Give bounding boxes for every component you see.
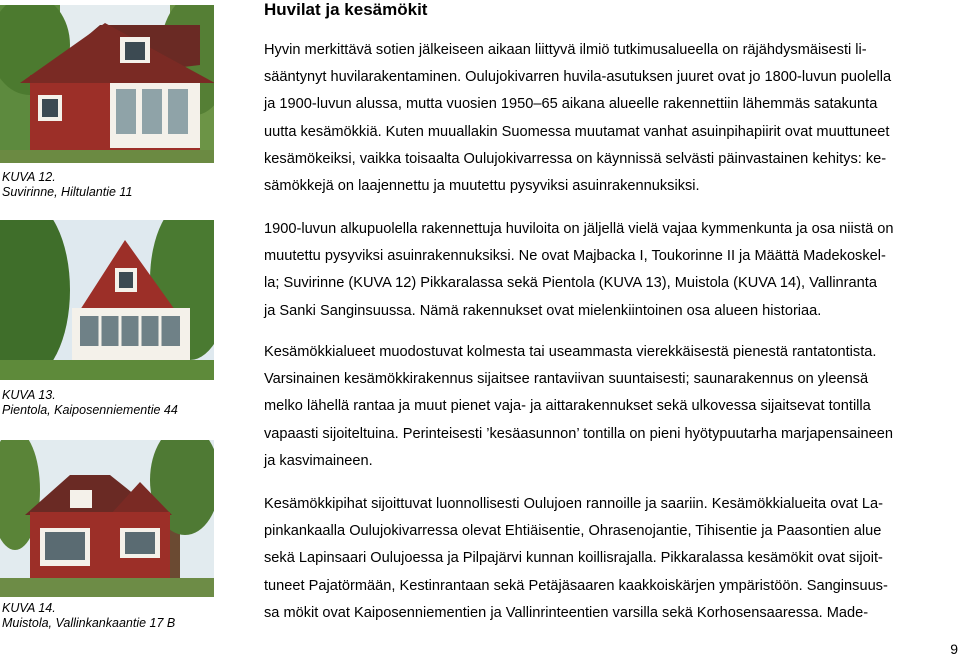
text-line: Varsinainen kesämökkirakennus sijaitsee rantaviivan suuntaisesti; saunarakennus on yleensä — [264, 371, 869, 388]
text-line: 1900-luvun alkupuolella rakennettuja huviloita on jäljellä vielä vajaa kymmenkunta ja osa niistä on — [264, 221, 894, 237]
paragraph-4 — [264, 491, 960, 627]
page-number: 9 — [950, 641, 958, 657]
text-line: ja 1900-luvun alussa, mutta vuosien 1950–65 aikana alueelle rakennettiin lähemmäs satakunta — [264, 96, 878, 113]
text-line: ja Sanki Sanginsuussa. Nämä rakennukset ovat mielenkiintoinen osa alueen historiaa. — [264, 302, 822, 319]
photo-pientola — [0, 220, 214, 380]
text-line: vapaasti sijoiteltuina. Perinteisesti ’kesäasunnon’ tontilla on pieni hyötypuutarha marjapensaineen — [264, 425, 894, 442]
figure-caption-12 — [2, 170, 132, 200]
figure-label: KUVA 12. — [2, 170, 56, 184]
text-line: Kesämökkipihat sijoittuvat luonnollisesti Oulujoen rannoille ja saariin. Kesämökkialueita ovat La- — [264, 496, 883, 512]
section-title: Huvilat ja kesämökit — [264, 0, 428, 19]
text-line: tuneet Pajatörmään, Kestinrantaan sekä Petäjäsaaren kaakkoiskärjen ympäristöön. Sanginsuus- — [264, 577, 888, 594]
photo-suvirinne — [0, 5, 214, 163]
text-line: kesämökeiksi, vaikka toisaalta Oulujokivarressa on käynnissä selvästi päinvastainen kehitys: ke- — [264, 150, 887, 167]
figure-label: KUVA 14. — [2, 601, 56, 615]
paragraph-2 — [264, 216, 960, 325]
text-line: Kesämökkialueet muodostuvat kolmesta tai useammasta vierekkäisestä pienestä rantatontista. — [264, 344, 877, 360]
text-line: uutta kesämökkiä. Kuten muuallakin Suomessa muutamat vanhat asuinpihapiirit ovat muuttuneet — [264, 123, 890, 140]
figure-caption-text: Suvirinne, Hiltulantie 11 — [2, 185, 133, 199]
text-line: muutettu pysyviksi asuinrakennuksiksi. Ne ovat Majbacka I, Toukorinne II ja Määttä Madekoskel- — [264, 248, 886, 265]
figure-caption-13 — [2, 388, 178, 418]
photo-muistola — [0, 440, 214, 597]
text-line: sekä Lapinsaari Oulujoessa ja Pilpajärvi kunnan koillisrajalla. Pikkaralassa kesämökit ovat sijoit- — [264, 550, 883, 567]
figure-caption-text: Muistola, Vallinkankaantie 17 B — [2, 616, 176, 630]
text-line: melko lähellä rantaa ja muut pienet vaja- ja aittarakennukset sekä ulkovessa sijaitsevat tontilla — [264, 398, 871, 415]
text-line: sämökkejä on laajennettu ja muutettu pysyviksi asuinrakennuksiksi. — [264, 178, 700, 195]
paragraph-1 — [264, 37, 960, 200]
figure-caption-text: Pientola, Kaiposenniementie 44 — [2, 403, 178, 417]
text-line: ja kasvimaineen. — [264, 452, 373, 469]
paragraph-3 — [264, 339, 960, 475]
figure-label: KUVA 13. — [2, 388, 56, 402]
text-line: sääntynyt huvilarakentaminen. Oulujokivarren huvila-asutuksen juuret ovat jo 1800-luvun puolella — [264, 69, 892, 86]
text-line: Hyvin merkittävä sotien jälkeiseen aikaan liittyvä ilmiö tutkimusalueella on räjähdysmäisesti li- — [264, 42, 867, 58]
figure-caption-14 — [2, 601, 175, 631]
text-line: pinkankaalla Oulujokivarressa olevat Ehtiäisentie, Ohrasenojantie, Tihisentie ja Paasontien alue — [264, 523, 882, 540]
text-line: sa mökit ovat Kaiposenniementien ja Vallinrinteentien varsilla sekä Korhosensaaressa. Made- — [264, 604, 869, 621]
text-line: la; Suvirinne (KUVA 12) Pikkaralassa sekä Pientola (KUVA 13), Muistola (KUVA 14), Vallinranta — [264, 275, 877, 292]
